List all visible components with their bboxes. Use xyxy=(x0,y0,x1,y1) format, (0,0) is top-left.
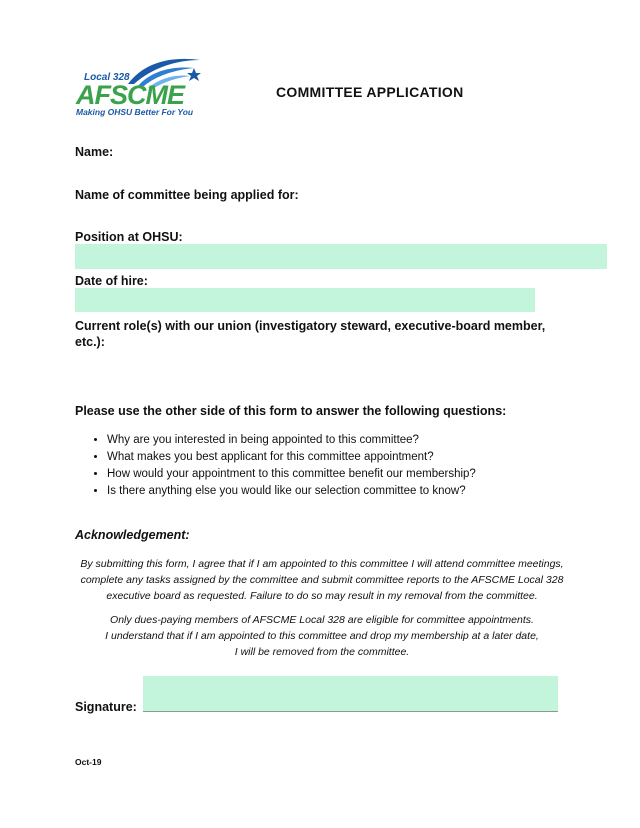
list-item: • What makes you best applicant for this committee appointment? xyxy=(107,449,476,466)
questions-heading: Please use the other side of this form to answer the following questions: xyxy=(75,404,507,418)
footer-date: Oct-19 xyxy=(75,757,102,767)
afscme-logo xyxy=(74,54,204,120)
position-label: Position at OHSU: xyxy=(75,230,183,244)
questions-list xyxy=(94,432,476,500)
acknowledgement-heading: Acknowledgement: xyxy=(75,528,190,542)
position-input[interactable] xyxy=(75,244,607,269)
list-item: • Why are you interested in being appointed to this committee? xyxy=(107,432,476,449)
current-role-label: Current role(s) with our union (investigatory steward, executive-board member, etc.): xyxy=(75,319,546,349)
logo-name: AFSCME xyxy=(76,80,184,110)
name-label: Name: xyxy=(75,145,114,159)
date-of-hire-input[interactable] xyxy=(75,288,535,312)
acknowledgement-line: Only dues-paying members of AFSCME Local 328 are eligible for committee appointments. xyxy=(110,614,534,626)
acknowledgement-line: I understand that if I am appointed to this committee and drop my membership at a later date, xyxy=(105,630,539,642)
signature-label: Signature: xyxy=(75,700,137,714)
list-item: • How would your appointment to this committee benefit our membership? xyxy=(107,466,476,483)
date-of-hire-label: Date of hire: xyxy=(75,274,148,288)
page-title: COMMITTEE APPLICATION xyxy=(276,84,464,100)
acknowledgement-paragraph-2 xyxy=(72,612,572,660)
logo-tagline: Making OHSU Better For You xyxy=(76,107,194,117)
list-item: • Is there anything else you would like our selection committee to know? xyxy=(107,483,476,500)
acknowledgement-paragraph-1: By submitting this form, I agree that if I am appointed to this committee I will attend committee meetings, complete any tasks assigned by the committee and submit committee reports to the AFSCME Local 328 executive board as requested. Failure to do so may result in my removal from the committee. xyxy=(80,558,564,602)
signature-input[interactable] xyxy=(143,676,558,712)
committee-label: Name of committee being applied for: xyxy=(75,188,299,202)
logo-local: Local 328 xyxy=(84,72,130,83)
acknowledgement-line: I will be removed from the committee. xyxy=(234,646,410,658)
